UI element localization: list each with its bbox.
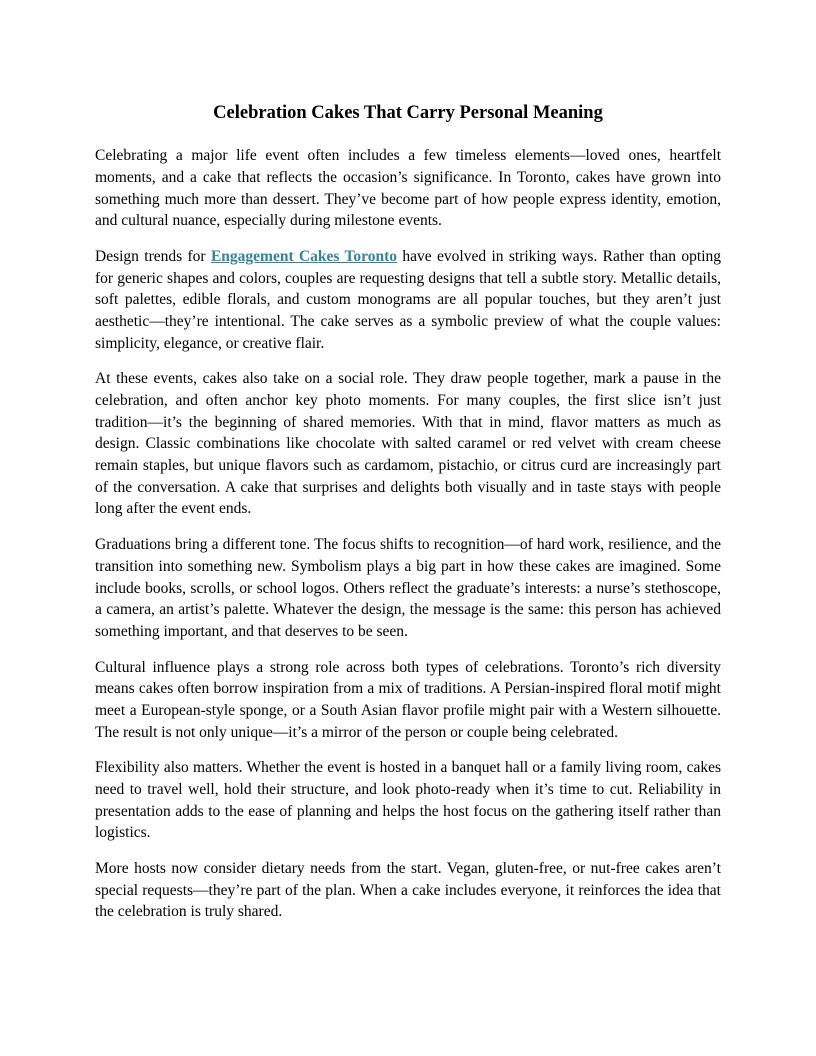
paragraph-2-text-before: Design trends for (95, 247, 211, 265)
paragraph-6: Flexibility also matters. Whether the event is hosted in a banquet hall or a family living room, cakes need to travel well, hold their structure, and look photo-ready when it’s time to cut. Reliability in presentation adds to the ease of planning and helps the host focus on the gathering itself rather than logistics. (95, 759, 721, 842)
paragraph-7: More hosts now consider dietary needs from the start. Vegan, gluten-free, or nut-free cakes aren’t special requests—they’re part of the plan. When a cake includes everyone, it reinforces the idea that the celebration is truly shared. (95, 860, 721, 921)
engagement-cakes-toronto-link[interactable]: Engagement Cakes Toronto (210, 247, 398, 265)
paragraph-5: Cultural influence plays a strong role across both types of celebrations. Toronto’s rich diversity means cakes often borrow inspiration from a mix of traditions. A Persian-inspired floral motif might meet a European-style sponge, or a South Asian flavor profile might pair with a Western silhouette. The result is not only unique—it’s a mirror of the person or couple being celebrated. (95, 658, 721, 741)
page-title: Celebration Cakes That Carry Personal Meaning (213, 103, 603, 123)
paragraph-1: Celebrating a major life event often includes a few timeless elements—loved ones, heartfelt moments, and a cake that reflects the occasion’s significance. In Toronto, cakes have grown into something much more than dessert. They’ve become part of how people express identity, emotion, and cultural nuance, especially during milestone events. (95, 147, 721, 230)
paragraph-4: Graduations bring a different tone. The focus shifts to recognition—of hard work, resilience, and the transition into something new. Symbolism plays a big part in how these cakes are imagined. Some include books, scrolls, or school logos. Others reflect the graduate’s interests: a nurse’s stethoscope, a camera, an artist’s palette. Whatever the design, the message is the same: this person has achieved something important, and that deserves to be seen. (95, 536, 721, 640)
paragraph-3: At these events, cakes also take on a social role. They draw people together, mark a pause in the celebration, and often anchor key photo moments. For many couples, the first slice isn’t just tradition—it’s the beginning of shared memories. With that in mind, flavor matters as much as design. Classic combinations like chocolate with salted caramel or red velvet with cream cheese remain staples, but unique flavors such as cardamom, pistachio, or citrus curd are increasingly part of the conversation. A cake that surprises and delights both visually and in taste stays with people long after the event ends. (95, 370, 721, 518)
paragraph-2-text-after: have evolved in striking ways. Rather than opting for generic shapes and colors, couples are requesting designs that tell a subtle story. Metallic details, soft palettes, edible florals, and custom monograms are all popular touches, but they aren’t just aesthetic—they’re intentional. The cake serves as a symbolic preview of what the couple values: simplicity, elegance, or creative flair. (95, 247, 721, 352)
paragraph-2 (95, 246, 721, 354)
